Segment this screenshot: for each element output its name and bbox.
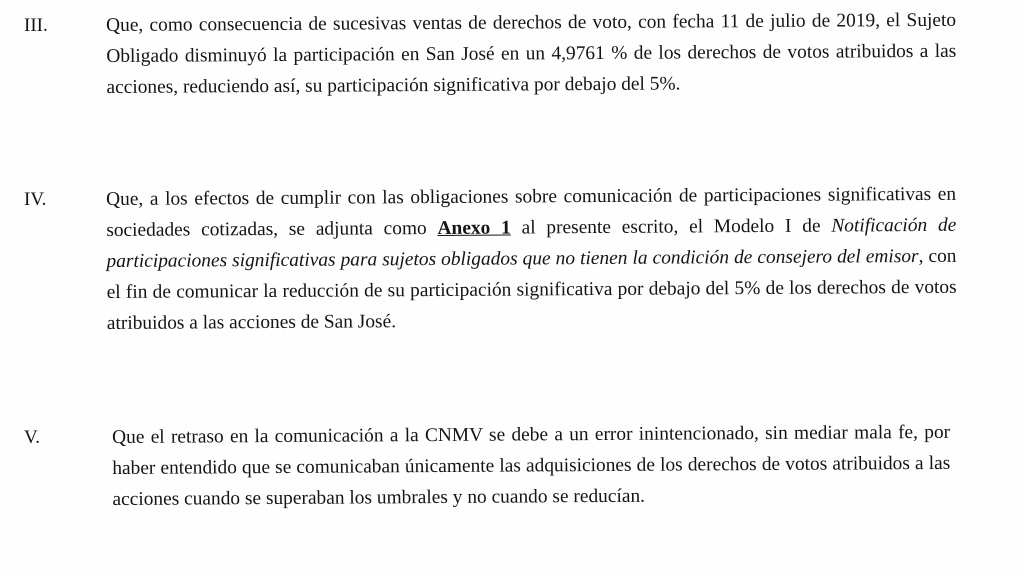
form-title: Notificación de participaciones significativas para sujetos obligados que no tienen la condición de consejero del emisor [106,214,957,272]
paragraph-numeral: III. [24,15,48,36]
annex-reference: Anexo 1 [437,217,511,239]
paragraph-numeral: V. [24,427,41,448]
paragraph-text-segment: al presente escrito, el Modelo I de [510,215,832,239]
paragraph-text-segment: Que, a los efectos de cumplir con las obligaciones sobre comunicación de participaciones significativas en sociedades cotizadas, se adjunta como [106,183,957,241]
paragraph-text: Que el retraso en la comunicación a la CNMV se debe a un error inintencionado, sin mediar mala fe, por haber entendido que se comunicaban únicamente las adquisiciones de los derechos de votos atribuidos a las acciones cuando se superaban los umbrales y no cuando se reducían. [112,421,951,510]
paragraph-text [106,179,957,339]
paragraph-numeral: IV. [24,189,47,210]
paragraph-text: Que, como consecuencia de sucesivas ventas de derechos de voto, con fecha 11 de julio de 2019, el Sujeto Obligado disminuyó la participación en San José en un 4,9761 % de los derechos de votos atribuidos a las acciones, reduciendo así, su participación significativa por debajo del 5%. [106,9,957,98]
paragraph-text-segment: , con el fin de comunicar la reducción de su participación significativa por debajo del 5% de los derechos de votos atribuidos a las acciones de San José. [106,245,957,334]
